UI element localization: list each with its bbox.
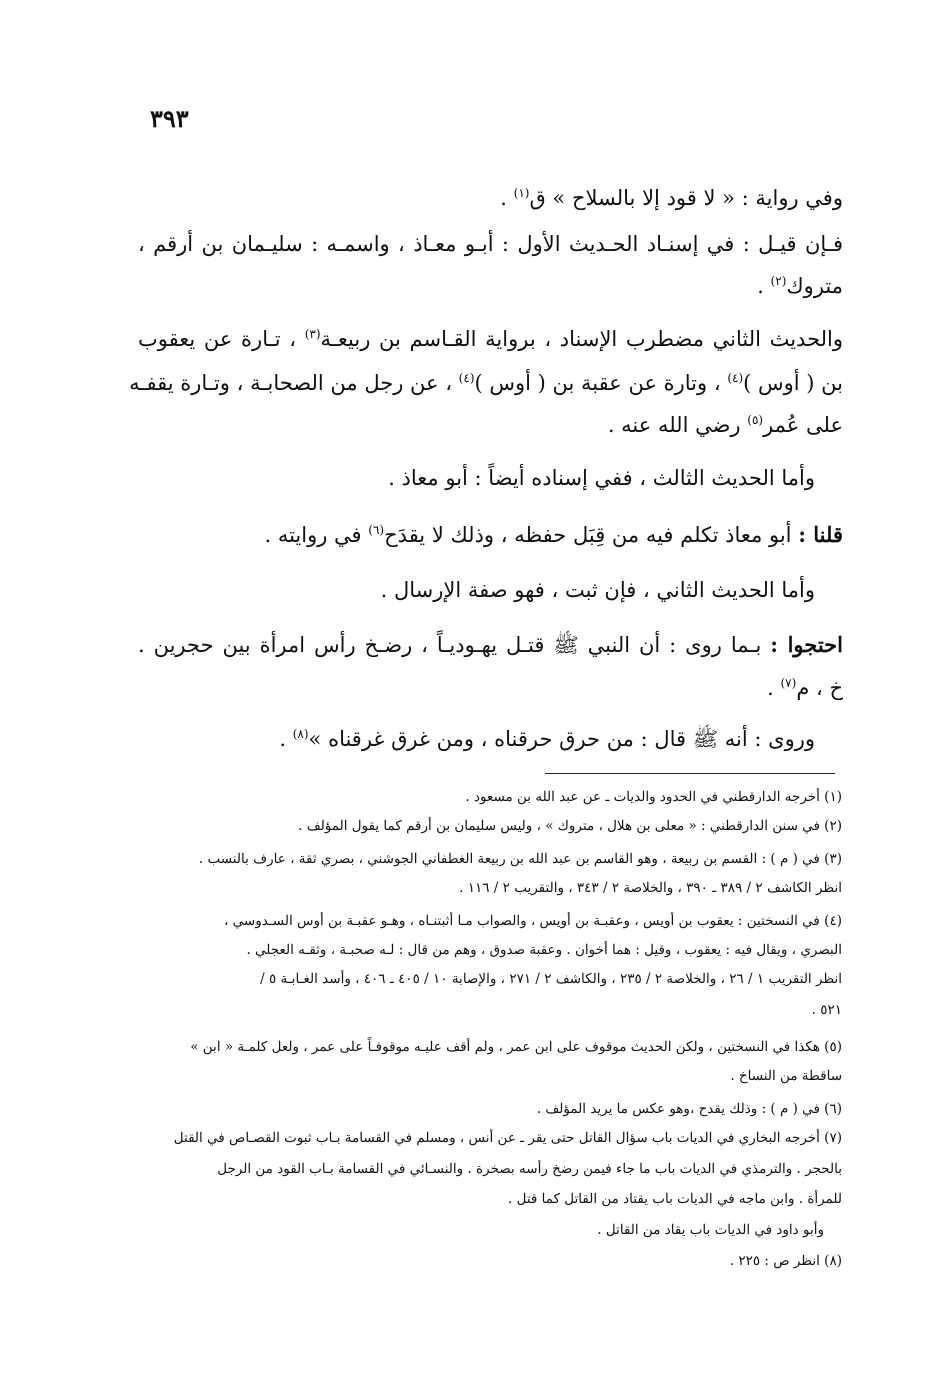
text-run: خ ، م [796,676,843,700]
text-run: والحديث الثاني مضطرب الإسناد ، برواية القـاسم بن ربيعـة [320,327,843,351]
footnote-ref[interactable]: (٧) [780,676,797,690]
paragraph-4: وأما الحديث الثالث ، ففي إسناده أيضاً : أبو معاذ . [388,466,815,490]
text-run: ، عن رجل من الصحابـة ، وتـارة يقفـه [129,371,459,395]
footnote-7-line-2: بالحجر . والترمذي في الديات باب ما جاء فيمن رضخ رأسه بصخرة . والنسـائي في القسامة بـاب القود من الرجل [217,1161,842,1177]
footnote-6: (٦) في ( م ) : وذلك يقدح ،وهو عكس ما يريد المؤلف . [536,1101,842,1117]
footnote-ref[interactable]: (٢) [770,274,787,288]
footnote-3-line-2: انظر الكاشف ٢ / ٣٨٩ ـ ٣٩٠ ، والخلاصة ٢ / ٣٤٣ ، والتقريب ٢ / ١١٦ . [459,880,842,896]
footnote-4-line-3: انظر التقريب ١ / ٢٦ ، والخلاصة ٢ / ٢٣٥ ، والكاشف ٢ / ٢٧١ ، والإصابة ١٠ / ٤٠٥ ـ ٤٠٦ ، وأسد الغـابـة ٥ / [260,971,842,987]
text-run: رضي الله عنه . [607,413,748,437]
footnote-ref[interactable]: (٤) [458,371,475,385]
footnotes [140,0,842,1300]
footnote-ref[interactable]: (٨) [292,727,309,741]
footnote-ref[interactable]: (٥) [747,413,764,427]
footnote-2: (٢) في سنن الدارقطني : « معلى بن هلال ، متروك » ، وليس سليمان بن أرقم كما يقول المؤلف . [298,818,842,834]
text-run: متروك [786,274,843,298]
text-run: بن ( أوس ) [743,371,843,395]
text-run: بـما روى : أن النبي ﷺ قتـل يهـوديـاً ، رضـخ رأس امرأة بين حجرين . [138,633,771,657]
footnote-5-line-1: (٥) هكذا في النسختين ، ولكن الحديث موقوف على ابن عمر ، ولم أقف عليـه موقوفـاً على عمر ، ولعل كلمـة « ابن » [190,1039,842,1055]
footnote-7-line-4: وأبو داود في الديات باب يقاد من القاتل . [597,1222,824,1238]
text-run: . [279,727,293,751]
text-run: في روايته . [264,523,369,547]
paragraph-2-line-1: فـإن قيـل : في إسنـاد الحـديث الأول : أبـو معـاذ ، واسمـه : سليـمان بن أرقم ، [138,232,843,256]
page-number: ٣٩٣ [150,104,189,133]
footnote-3-line-1: (٣) في ( م ) : القسم بن ربيعة ، وهو القاسم بن عبد الله بن ربيعة الغطفاني الجوشني ، بصري ثقة ، عارف بالنسب . [198,851,842,867]
text-run: على عُمر [763,413,843,437]
footnote-7-line-3: للمرأة . وابن ماجه في الديات باب يقتاد من القاتل كما قتل . [508,1191,842,1207]
footnote-5-line-2: ساقطة من النساخ . [730,1068,842,1084]
footnote-8: (٨) انظر ص : ٢٢٥ . [729,1253,842,1269]
text-run: . [500,186,514,210]
text-run: وروى : أنه ﷺ قال : من حرق حرقناه ، ومن غرق غرقناه » [308,727,815,751]
footnote-7-line-1: (٧) أخرجه البخاري في الديات باب سؤال القاتل حتى يقر ـ عن أنس ، ومسلم في القسامة بـاب ثبوت القصـاص في القتل [173,1130,842,1146]
text-run: ، وتارة عن عقبة بن ( أوس ) [474,371,728,395]
text-run: . [757,274,771,298]
footnote-4-line-2: البصري ، ويقال فيه : يعقوب ، وقيل : هما أخوان . وعقبة صدوق ، وهم من قال : لـه صحبـة ، وثقـه العجلي . [246,942,842,958]
footnote-ref[interactable]: (١) [513,186,530,200]
footnote-4-line-1: (٤) في النسختين : يعقوب بن أويس ، وعقبـة بن أويس ، والصواب مـا أثبتنـاه ، وهـو عقبـة بن أوس السـدوسي ، [224,913,842,929]
footnote-4-line-4: ٥٢١ . [811,1002,842,1018]
text-run: ، تـارة عن يعقوب [138,327,305,351]
paragraph-6: وأما الحديث الثاني ، فإن ثبت ، فهو صفة الإرسال . [380,578,815,602]
bold-lead: قلنا : [798,522,843,547]
footnote-ref[interactable]: (٤) [727,371,744,385]
text-run: . [767,676,781,700]
footnote-1: (١) أخرجه الدارقطني في الحدود والديات ـ عن عبد الله بن مسعود . [465,789,842,805]
footnote-ref[interactable]: (٦) [368,523,385,537]
footnote-ref[interactable]: (٣) [304,327,321,341]
text-run: أبو معاذ تكلم فيه من قِبَل حفظه ، وذلك لا يقدَح [384,523,799,547]
text-run: وفي رواية : « لا قود إلا بالسلاح » ق [529,186,843,210]
bold-lead: احتجوا : [770,632,843,657]
